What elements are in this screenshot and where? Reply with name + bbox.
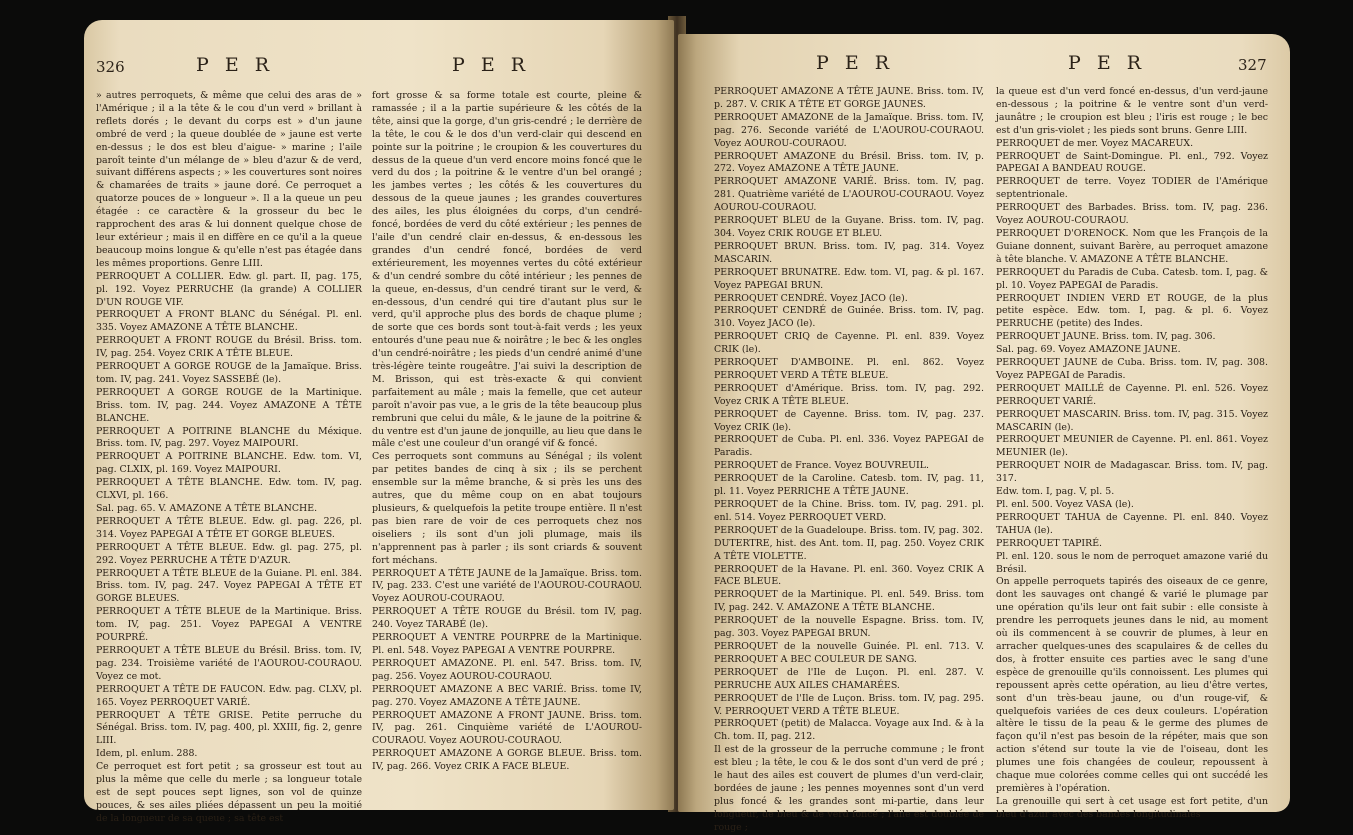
entry: PERROQUET A TÊTE BLEUE. Edw. gl. pag. 275, pl. 292. Voyez PERRUCHE A TÊTE D'AZUR. xyxy=(96,541,362,566)
entry: PERROQUET A TÊTE BLEUE. Edw. gl. pag. 226, pl. 314. Voyez PAPEGAI A TÊTE ET GORGE BLEUES. xyxy=(96,515,362,540)
right-running-head-2: P E R xyxy=(1068,52,1147,74)
entry: PERROQUET de l'Ile de Luçon. Pl. enl. 287. V. PERRUCHE AUX AILES CHAMARÉES. xyxy=(714,666,984,691)
entry: PERROQUET BRUN. Briss. tom. IV, pag. 314. Voyez MASCARIN. xyxy=(714,240,984,265)
entry: Ces perroquets sont communs au Sénégal ; ils volent par petites bandes de cinq à six ; ils se perchent ensemble sur la même branche, & si près les uns des autres, que du même coup on en abat toujours plusieurs, & quelquefois la petite troupe entière. Il n'est pas bien rare de voir de ces perroquets chez nos oiseliers ; ils sont d'un joli plumage, mais ils n'apprennent pas à parler ; ils sont criards & souvent fort méchans. xyxy=(372,451,642,566)
entry: PERROQUET A VENTRE POURPRE de la Martinique. Pl. enl. 548. Voyez PAPEGAI A VENTRE POURPRE. xyxy=(372,632,642,656)
entry: PERROQUET A TÊTE DE FAUCON. Edw. pag. CLXV, pl. 165. Voyez PERROQUET VARIÉ. xyxy=(96,683,362,708)
entry: PERROQUET AMAZONE. Pl. enl. 547. Briss. tom. IV, pag. 256. Voyez AOUROU-COURAOU. xyxy=(372,657,642,682)
entry: PERROQUET AMAZONE du Brésil. Briss. tom. IV, p. 272. Voyez AMAZONE A TÊTE JAUNE. xyxy=(714,150,984,175)
left-page xyxy=(84,20,674,824)
entry: PERROQUET (petit) de Malacca. Voyage aux Ind. & à la Ch. tom. II, pag. 212. xyxy=(714,718,984,743)
entry: PERROQUET A TÊTE BLEUE de la Martinique. Briss. tom. IV, pag. 251. Voyez PAPEGAI A VENTRE POURPRÉ. xyxy=(96,606,362,644)
entry: PERROQUET CENDRÉ. Voyez JACO (le). xyxy=(714,292,908,304)
entry: PERROQUET BRUNATRE. Edw. tom. VI, pag. & pl. 167. Voyez PAPEGAI BRUN. xyxy=(714,266,984,291)
entry: fort grosse & sa forme totale est courte, pleine & ramassée ; il a la partie supérieure & les côtés de la tête, ainsi que la gorge, d'un gris-cendré ; le derrière de la tête, le cou & le dos d'un verd-clair qui descend en pointe sur la poitrine ; le croupion & les couvertures du dessus de la queue d'un verd encore moins foncé que le verd du dos ; la poitrine & le ventre d'un bel orangé ; les jambes vertes ; les côtés & les couvertures du dessous de la queue jaunes ; les grandes couvertures des ailes, les plus éloignées du corps, d'un cendré-foncé, bordées de verd du côté extérieur ; les pennes de l'aile d'un cendré clair en-dessus, & en-dessous les grandes d'un cendré foncé, bordées de verd extérieurement, les moyennes vertes du côté extérieur & d'un cendré sombre du côté intérieur ; les pennes de la queue, en-dessus, d'un cendré tirant sur le verd, & en-dessous, d'un cendré qui tire d'autant plus sur le verd, qu'il approche plus des bords de chaque plume ; de sorte que ces bords sont tout-à-fait verds ; les yeux entourés d'une peau nue & noirâtre ; le bec & les ongles d'un cendré-noirâtre ; les pieds d'un cendré animé d'une très-légère teinte rougeâtre. J'ai suivi la description de M. Brisson, qui est très-exacte & qui convient parfaitement au mâle ; mais la femelle, que cet auteur paroît n'avoir pas vue, a le gris de la tête beaucoup plus rembruni que celui du mâle, & le jaune de la poitrine & du ventre est d'un jaune de jonquille, au lieu que dans le mâle c'est une couleur d'un orangé vif & foncé. xyxy=(372,90,642,450)
entry: Il est de la grosseur de la perruche commune ; le front est bleu ; la tête, le cou & le dos sont d'un verd de pré ; le haut des ailes est couvert de plumes d'un verd-clair, bordées de jaune ; les pennes moyennes sont d'un verd plus foncé & les grandes sont mi-partie, dans leur longueur, de bleu & de verd foncé ; l'aile est doublée de rouge ; xyxy=(714,744,984,833)
entry: PERROQUET CENDRÉ de Guinée. Briss. tom. IV, pag. 310. Voyez JACO (le). xyxy=(714,305,984,330)
entry: PERROQUET CRIQ de Cayenne. Pl. enl. 839. Voyez CRIK (le). xyxy=(714,331,984,356)
entry: DUTERTRE, hist. des Ant. tom. II, pag. 250. Voyez CRIK A TÊTE VIOLETTE. xyxy=(714,537,984,562)
entry: PERROQUET JAUNE de Cuba. Briss. tom. IV, pag. 308. Voyez PAPEGAI de Paradis. xyxy=(996,357,1268,381)
entry: PERROQUET de la Guadeloupe. Briss. tom. IV, pag. 302. xyxy=(714,524,984,536)
entry: PERROQUET des Barbades. Briss. tom. IV, pag. 236. Voyez AOUROU-COURAOU. xyxy=(996,202,1268,227)
entry: PERROQUET A TÊTE BLEUE du Brésil. Briss. tom. IV, pag. 234. Troisième variété de l'AOUROU-COURAOU. Voyez ce mot. xyxy=(96,644,362,682)
entry: PERROQUET A TÊTE GRISE. Petite perruche du Sénégal. Briss. tom. IV, pag. 400, pl. XXIII, fig. 2, genre LIII. xyxy=(96,709,362,747)
entry: PERROQUET A TÊTE JAUNE de la Jamaïque. Briss. tom. IV, pag. 233. C'est une variété de l'AOUROU-COURAOU. Voyez AOUROU-COURAOU. xyxy=(372,567,642,605)
entry: Idem, pl. enlum. 288. xyxy=(96,748,198,760)
entry: PERROQUET MASCARIN. Briss. tom. IV, pag. 315. Voyez MASCARIN (le). xyxy=(996,408,1268,433)
left-page-header xyxy=(84,54,674,84)
entry: PERROQUET de terre. Voyez TODIER de l'Amérique septentrionale. xyxy=(996,176,1268,201)
entry: PERROQUET TAPIRÉ. xyxy=(996,537,1103,549)
left-page-column-1 xyxy=(96,90,362,824)
entry: PERROQUET de la Martinique. Pl. enl. 549. Briss. tom IV, pag. 242. V. AMAZONE A TÊTE BLANCHE. xyxy=(714,589,984,614)
entry: PERROQUET AMAZONE A BEC VARIÉ. Briss. tome IV, pag. 270. Voyez AMAZONE A TÊTE JAUNE. xyxy=(372,683,642,708)
right-page-column-2 xyxy=(996,86,1268,820)
entry: PERROQUET A TÊTE BLANCHE. Edw. tom. IV, pag. CLXVI, pl. 166. xyxy=(96,477,362,502)
left-running-head-1: P E R xyxy=(196,54,275,76)
entry: PERROQUET A COLLIER. Edw. gl. part. II, pag. 175, pl. 192. Voyez PERRUCHE (la grande) A COLLIER D'UN ROUGE VIF. xyxy=(96,270,362,308)
entry: PERROQUET de la Chine. Briss. tom. IV, pag. 291. pl. enl. 514. Voyez PERROQUET VERD. xyxy=(714,499,984,523)
entry: PERROQUET de Saint-Domingue. Pl. enl., 792. Voyez PAPEGAI A BANDEAU ROUGE. xyxy=(996,150,1268,175)
entry: PERROQUET de France. Voyez BOUVREUIL. xyxy=(714,460,929,472)
entry: PERROQUET de la Havane. Pl. enl. 360. Voyez CRIK A FACE BLEUE. xyxy=(714,563,984,588)
entry: Sal. pag. 69. Voyez AMAZONE JAUNE. xyxy=(996,344,1181,356)
entry: PERROQUET de Cayenne. Briss. tom. IV, pag. 237. Voyez CRIK (le). xyxy=(714,408,984,433)
entry: PERROQUET AMAZONE A TÊTE JAUNE. Briss. tom. IV, p. 287. V. CRIK A TÊTE ET GORGE JAUNES. xyxy=(714,86,984,110)
entry: PERROQUET MAILLÉ de Cayenne. Pl. enl. 526. Voyez PERROQUET VARIÉ. xyxy=(996,382,1268,407)
entry: PERROQUET d'Amérique. Briss. tom. IV, pag. 292. Voyez CRIK A TÊTE BLEUE. xyxy=(714,382,984,407)
left-page-number: 326 xyxy=(96,58,125,76)
entry: PERROQUET de mer. Voyez MACAREUX. xyxy=(996,137,1194,149)
right-page-column-1 xyxy=(714,86,984,833)
entry: PERROQUET de l'Ile de Luçon. Briss. tom. IV, pag. 295. V. PERROQUET VERD A TÊTE BLEUE. xyxy=(714,692,984,717)
entry: PERROQUET de la nouvelle Guinée. Pl. enl. 713. V. PERROQUET A BEC COULEUR DE SANG. xyxy=(714,640,984,665)
entry: On appelle perroquets tapirés des oiseaux de ce genre, dont les sauvages ont changé & varié le plumage par une opération qu'ils leur ont fait subir : elle consiste à prendre les perroquets jeunes dans le nid, au moment où ils commencent à se couvrir de plumes, à leur en arracher quelques-unes des scapulaires & de celles du dos, à frotter ensuite ces parties avec le sang d'une espèce de grenouille qu'ils connoissent. Les plumes qui repoussent après cette opération, au lieu d'être vertes, sont d'un très-beau jaune, ou d'un rouge-vif, & quelquefois variées de ces deux couleurs. L'opération altère le tissu de la peau & le germe des plumes de façon qu'il n'est pas besoin de la répéter, mais que son action s'étend sur toute la vie de l'oiseau, dont les plumes une fois changées de couleur, repoussent à chaque mue colorées comme celles qui ont succédé les premières à l'opération. xyxy=(996,576,1268,794)
entry: PERROQUET A FRONT ROUGE du Brésil. Briss. tom. IV, pag. 254. Voyez CRIK A TÊTE BLEUE. xyxy=(96,335,362,360)
entry: Sal. pag. 65. V. AMAZONE A TÊTE BLANCHE. xyxy=(96,503,318,514)
entry: PERROQUET de la Caroline. Catesb. tom. IV, pag. 11, pl. 11. Voyez PERRICHE A TÊTE JAUNE. xyxy=(714,473,984,498)
right-page-number: 327 xyxy=(1238,56,1267,74)
entry: PERROQUET AMAZONE VARIÉ. Briss. tom. IV, pag. 281. Quatrième variété de L'AOUROU-COURAOU. Voyez AOUROU-COURAOU. xyxy=(714,176,984,214)
entry: PERROQUET A FRONT BLANC du Sénégal. Pl. enl. 335. Voyez AMAZONE A TÊTE BLANCHE. xyxy=(96,309,362,334)
entry: Pl. enl. 500. Voyez VASA (le). xyxy=(996,499,1134,510)
entry: PERROQUET TAHUA de Cayenne. Pl. enl. 840. Voyez TAHUA (le). xyxy=(996,511,1268,536)
right-page-header xyxy=(678,52,1290,82)
right-running-head-1: P E R xyxy=(816,52,895,74)
entry: PERROQUET MEUNIER de Cayenne. Pl. enl. 861. Voyez MEUNIER (le). xyxy=(996,434,1268,459)
entry: PERROQUET du Paradis de Cuba. Catesb. tom. I, pag. & pl. 10. Voyez PAPEGAI de Paradis. xyxy=(996,266,1268,291)
entry: PERROQUET AMAZONE A GORGE BLEUE. Briss. tom. IV, pag. 266. Voyez CRIK A FACE BLEUE. xyxy=(372,748,642,773)
entry: PERROQUET de la nouvelle Espagne. Briss. tom. IV, pag. 303. Voyez PAPEGAI BRUN. xyxy=(714,615,984,640)
entry: » autres perroquets, & même que celui des aras de » l'Amérique ; il a la tête & le cou d'un verd » brillant à reflets dorés ; le devant du corps est » d'un jaune ombré de verd ; la queue doublée de » jaune est verte en-dessus ; le dos est bleu d'aigue- » marine ; l'aile paroît teinte d'un mélange de » bleu d'azur & de verd, suivant différens aspects ; » les couvertures sont noires & chamarées de traits » jaune doré. Ce perroquet a quatorze pouces de » longueur ». Il a la queue un peu étagée : ce caractère & la grosseur du bec le rapprochent des aras & lui donnent quelque chose de leur extérieur ; mais il en diffère en ce qu'il a la queue beaucoup moins longue & qu'elle n'est pas étagée dans les mêmes proportions. Genre LIII. xyxy=(96,90,362,269)
entry: PERROQUET D'AMBOINE. Pl. enl. 862. Voyez PERROQUET VERD A TÊTE BLEUE. xyxy=(714,357,984,381)
entry: PERROQUET AMAZONE A FRONT JAUNE. Briss. tom. IV, pag. 261. Cinquième variété de L'AOUROU-COURAOU. Voyez AOUROU-COURAOU. xyxy=(372,709,642,747)
entry: La grenouille qui sert à cet usage est fort petite, d'un bleu d'azur avec des bandes longitudinales xyxy=(996,795,1268,820)
entry: PERROQUET A GORGE ROUGE de la Martinique. Briss. tom. IV, pag. 244. Voyez AMAZONE A TÊTE BLANCHE. xyxy=(96,386,362,424)
entry: PERROQUET NOIR de Madagascar. Briss. tom. IV, pag. 317. xyxy=(996,460,1268,485)
entry: PERROQUET BLEU de la Guyane. Briss. tom. IV, pag. 304. Voyez CRIK ROUGE ET BLEU. xyxy=(714,215,984,239)
entry: PERROQUET JAUNE. Briss. tom. IV, pag. 306. xyxy=(996,331,1216,343)
entry: PERROQUET A GORGE ROUGE de la Jamaïque. Briss. tom. IV, pag. 241. Voyez SASSEBÉ (le). xyxy=(96,361,362,385)
entry: PERROQUET A POITRINE BLANCHE du Méxique. Briss. tom. IV, pag. 297. Voyez MAIPOURI. xyxy=(96,425,362,450)
left-page-column-2 xyxy=(372,90,642,800)
entry: PERROQUET AMAZONE de la Jamaïque. Briss. tom. IV, pag. 276. Seconde variété de L'AOUROU-COURAOU. Voyez AOUROU-COURAOU. xyxy=(714,111,984,149)
entry: PERROQUET A TÊTE BLEUE de la Guiane. Pl. enl. 384. Briss. tom. IV, pag. 247. Voyez PAPEGAI A TÊTE ET GORGE BLEUES. xyxy=(96,567,362,605)
entry: PERROQUET INDIEN VERD ET ROUGE, de la plus petite espèce. Edw. tom. I, pag. & pl. 6. Voyez PERRUCHE (petite) des Indes. xyxy=(996,292,1268,330)
entry: PERROQUET de Cuba. Pl. enl. 336. Voyez PAPEGAI de Paradis. xyxy=(714,434,984,459)
entry: PERROQUET A TÊTE ROUGE du Brésil. tom IV, pag. 240. Voyez TARABÉ (le). xyxy=(372,606,642,631)
entry: Pl. enl. 120. sous le nom de perroquet amazone varié du Brésil. xyxy=(996,550,1268,575)
right-page xyxy=(678,34,1290,833)
entry: PERROQUET A POITRINE BLANCHE. Edw. tom. VI, pag. CLXIX, pl. 169. Voyez MAIPOURI. xyxy=(96,451,362,476)
left-running-head-2: P E R xyxy=(452,54,531,76)
entry: Ce perroquet est fort petit ; sa grosseur est tout au plus la même que celle du merle ; sa longueur totale est de sept pouces sept lignes, son vol de quinze pouces, & ses ailes pliées dépassent un peu la moitié de la longueur de sa queue ; sa tête est xyxy=(96,761,362,824)
entry: la queue est d'un verd foncé en-dessus, d'un verd-jaune en-dessous ; la poitrine & le ventre sont d'un verd-jaunâtre ; le croupion est bleu ; l'iris est rouge ; le bec est d'un gris-violet ; les pieds sont bruns. Genre LIII. xyxy=(996,86,1268,136)
entry: PERROQUET D'ORENOCK. Nom que les François de la Guiane donnent, suivant Barère, au perroquet amazone à tête blanche. V. AMAZONE A TÊTE BLANCHE. xyxy=(996,227,1268,265)
entry: Edw. tom. I, pag. V, pl. 5. xyxy=(996,486,1115,498)
